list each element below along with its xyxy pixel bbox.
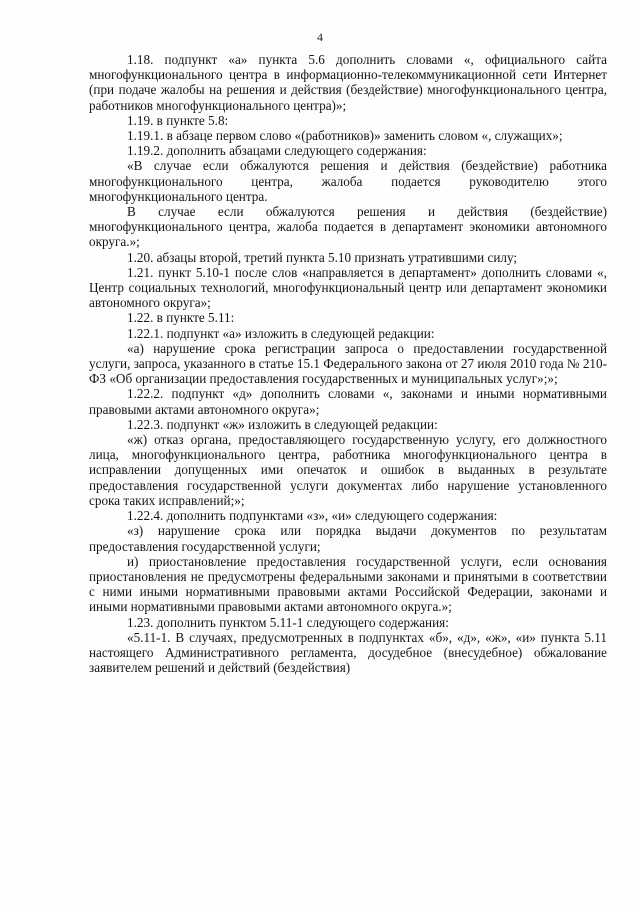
paragraph-1-23: 1.23. дополнить пунктом 5.11-1 следующего содержания: bbox=[127, 614, 449, 630]
paragraph-1-22-4: 1.22.4. дополнить подпунктами «з», «и» следующего содержания: bbox=[127, 508, 498, 524]
paragraph-subitem-i: и) приостановление предоставления государственной услуги, если основания приостановления не предусмотрены федеральными законами и принятыми в соответствии с ними иными нормативными правовыми актами Российской Федерации, законами и иными нормативными правовыми актами автономного округа.»; bbox=[89, 553, 607, 615]
paragraph-1-19-2: 1.19.2. дополнить абзацами следующего содержания: bbox=[127, 143, 427, 159]
paragraph-subitem-z: «з) нарушение срока или порядка выдачи документов по результатам предоставления государственной услуги; bbox=[89, 523, 607, 554]
paragraph-1-19-1: 1.19.1. в абзаце первом слово «(работников)» заменить словом «, служащих»; bbox=[127, 128, 563, 144]
paragraph-1-22-3: 1.22.3. подпункт «ж» изложить в следующей редакции: bbox=[127, 416, 438, 432]
paragraph-1-18: 1.18. подпункт «а» пункта 5.6 дополнить словами «, официального сайта многофункционального центра в информационно-телекоммуникационной сети Интернет (при подаче жалобы на решения и действия (бездействие) многофункционального центра, работников многофункционального центра)»; bbox=[89, 52, 607, 113]
paragraph-1-20: 1.20. абзацы второй, третий пункта 5.10 признать утратившими силу; bbox=[127, 249, 518, 265]
paragraph-quote-employee-complaint: «В случае если обжалуются решения и действия (бездействие) работника многофункционального центра, жалоба подается руководителю этого многофункционального центра. bbox=[89, 158, 607, 204]
paragraph-subitem-zh: «ж) отказ органа, предоставляющего государственную услугу, его должностного лица, многофункционального центра, работника многофункционального центра в исправлении допущенных ими опечаток и ошибок в выданных в результате предоставления государственной услуги документах либо нарушение установленного срока таких исправлений;»; bbox=[89, 432, 607, 508]
paragraph-1-22-2: 1.22.2. подпункт «д» дополнить словами «, законами и иными нормативными правовыми актами автономного округа»; bbox=[89, 386, 607, 417]
paragraph-subitem-a: «а) нарушение срока регистрации запроса о предоставлении государственной услуги, запроса, указанного в статье 15.1 Федерального закона от 27 июля 2010 года № 210-ФЗ «Об организации предоставления государственных и муниципальных услуг»;»; bbox=[89, 340, 607, 387]
paragraph-5-11-1: «5.11-1. В случаях, предусмотренных в подпунктах «б», «д», «ж», «и» пункта 5.11 настоящего Административного регламента, досудебное (внесудебное) обжалование заявителем решений и действий (бездействия) bbox=[89, 629, 607, 676]
paragraph-1-22: 1.22. в пункте 5.11: bbox=[127, 310, 235, 326]
page-number: 4 bbox=[317, 30, 323, 44]
paragraph-1-19: 1.19. в пункте 5.8: bbox=[127, 112, 229, 128]
paragraph-1-22-1: 1.22.1. подпункт «а» изложить в следующей редакции: bbox=[127, 325, 435, 341]
document-body bbox=[89, 52, 607, 675]
paragraph-1-21: 1.21. пункт 5.10-1 после слов «направляется в департамент» дополнить словами «, Центр социальных технологий, многофункциональный центр или департамент экономики автономного округа»; bbox=[89, 264, 607, 311]
paragraph-quote-center-complaint: В случае если обжалуются решения и действия (бездействие) многофункционального центра, жалоба подается в департамент экономики автономного округа.»; bbox=[89, 204, 607, 250]
